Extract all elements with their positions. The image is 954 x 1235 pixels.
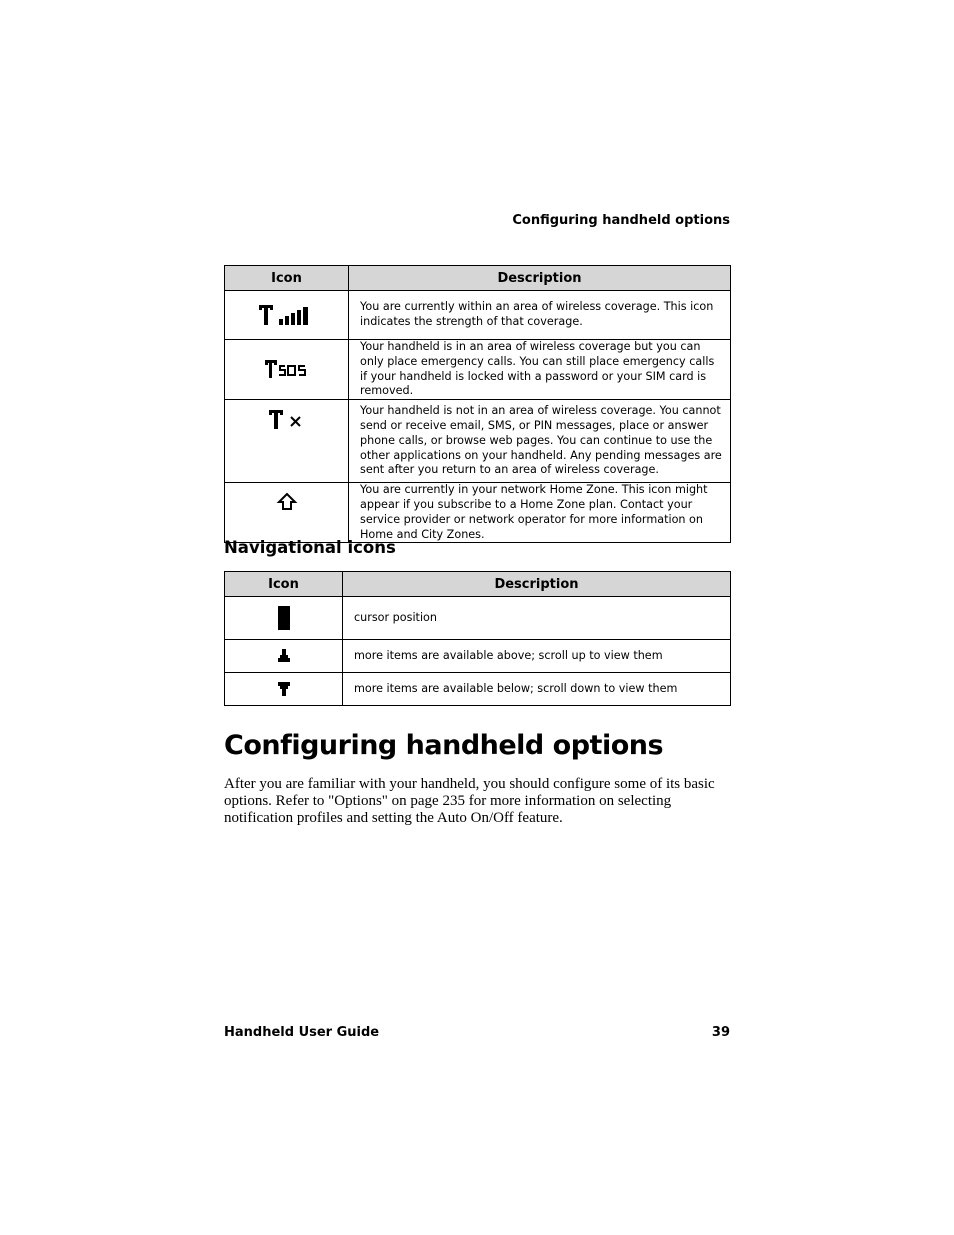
signal-strength-icon — [257, 303, 317, 327]
table-row — [225, 291, 731, 340]
icon-column-header: Icon — [225, 572, 343, 597]
home-zone-icon — [276, 491, 298, 513]
description-cell: more items are available below; scroll down to view them — [343, 673, 731, 706]
scroll-up-icon — [277, 648, 291, 664]
status-icons-table — [224, 265, 731, 543]
icon-cell — [225, 291, 349, 340]
section-heading: Navigational icons — [224, 538, 396, 557]
description-cell: Your handheld is not in an area of wireless coverage. You cannot send or receive email, SMS, or PIN messages, place or answer phone calls, or browse web pages. You can continue to use the other applications on your handheld. Any pending messages are sent after you return to an area of wireless coverage. — [349, 400, 731, 483]
icon-cell — [225, 640, 343, 673]
description-cell: You are currently in your network Home Zone. This icon might appear if you subscribe to a Home Zone plan. Contact your service provider or network operator for more information on Home and City Zones. — [349, 483, 731, 543]
table-row — [225, 483, 731, 543]
icon-cell — [225, 673, 343, 706]
description-cell: more items are available above; scroll up to view them — [343, 640, 731, 673]
table-row — [225, 340, 731, 400]
body-paragraph: After you are familiar with your handheld, you should configure some of its basic options. Refer to "Options" on page 235 for more information on selecting notification profiles and setting the Auto On/Off feature. — [224, 776, 715, 826]
scroll-down-icon — [277, 681, 291, 697]
icon-cell — [225, 483, 349, 543]
sos-icon — [263, 358, 311, 382]
page-number: 39 — [711, 1025, 730, 1040]
description-column-header: Description — [343, 572, 731, 597]
table-row — [225, 640, 731, 673]
table-row — [225, 597, 731, 640]
icon-cell — [225, 340, 349, 400]
table-row — [225, 673, 731, 706]
description-cell: Your handheld is in an area of wireless coverage but you can only place emergency calls. You can still place emergency calls if your handheld is locked with a password or your SIM card is removed. — [349, 340, 731, 400]
description-column-header: Description — [349, 266, 731, 291]
navigational-icons-table — [224, 571, 731, 706]
footer-guide-title: Handheld User Guide — [224, 1025, 380, 1040]
table-header-row — [225, 572, 731, 597]
running-header: Configuring handheld options — [512, 213, 730, 228]
icon-column-header: Icon — [225, 266, 349, 291]
icon-cell — [225, 597, 343, 640]
cursor-icon — [277, 605, 291, 631]
page-title: Configuring handheld options — [224, 730, 664, 761]
icon-cell — [225, 400, 349, 483]
table-header-row — [225, 266, 731, 291]
table-row — [225, 400, 731, 483]
no-coverage-icon — [267, 408, 307, 432]
description-cell: cursor position — [343, 597, 731, 640]
description-cell: You are currently within an area of wireless coverage. This icon indicates the strength of that coverage. — [349, 291, 731, 340]
